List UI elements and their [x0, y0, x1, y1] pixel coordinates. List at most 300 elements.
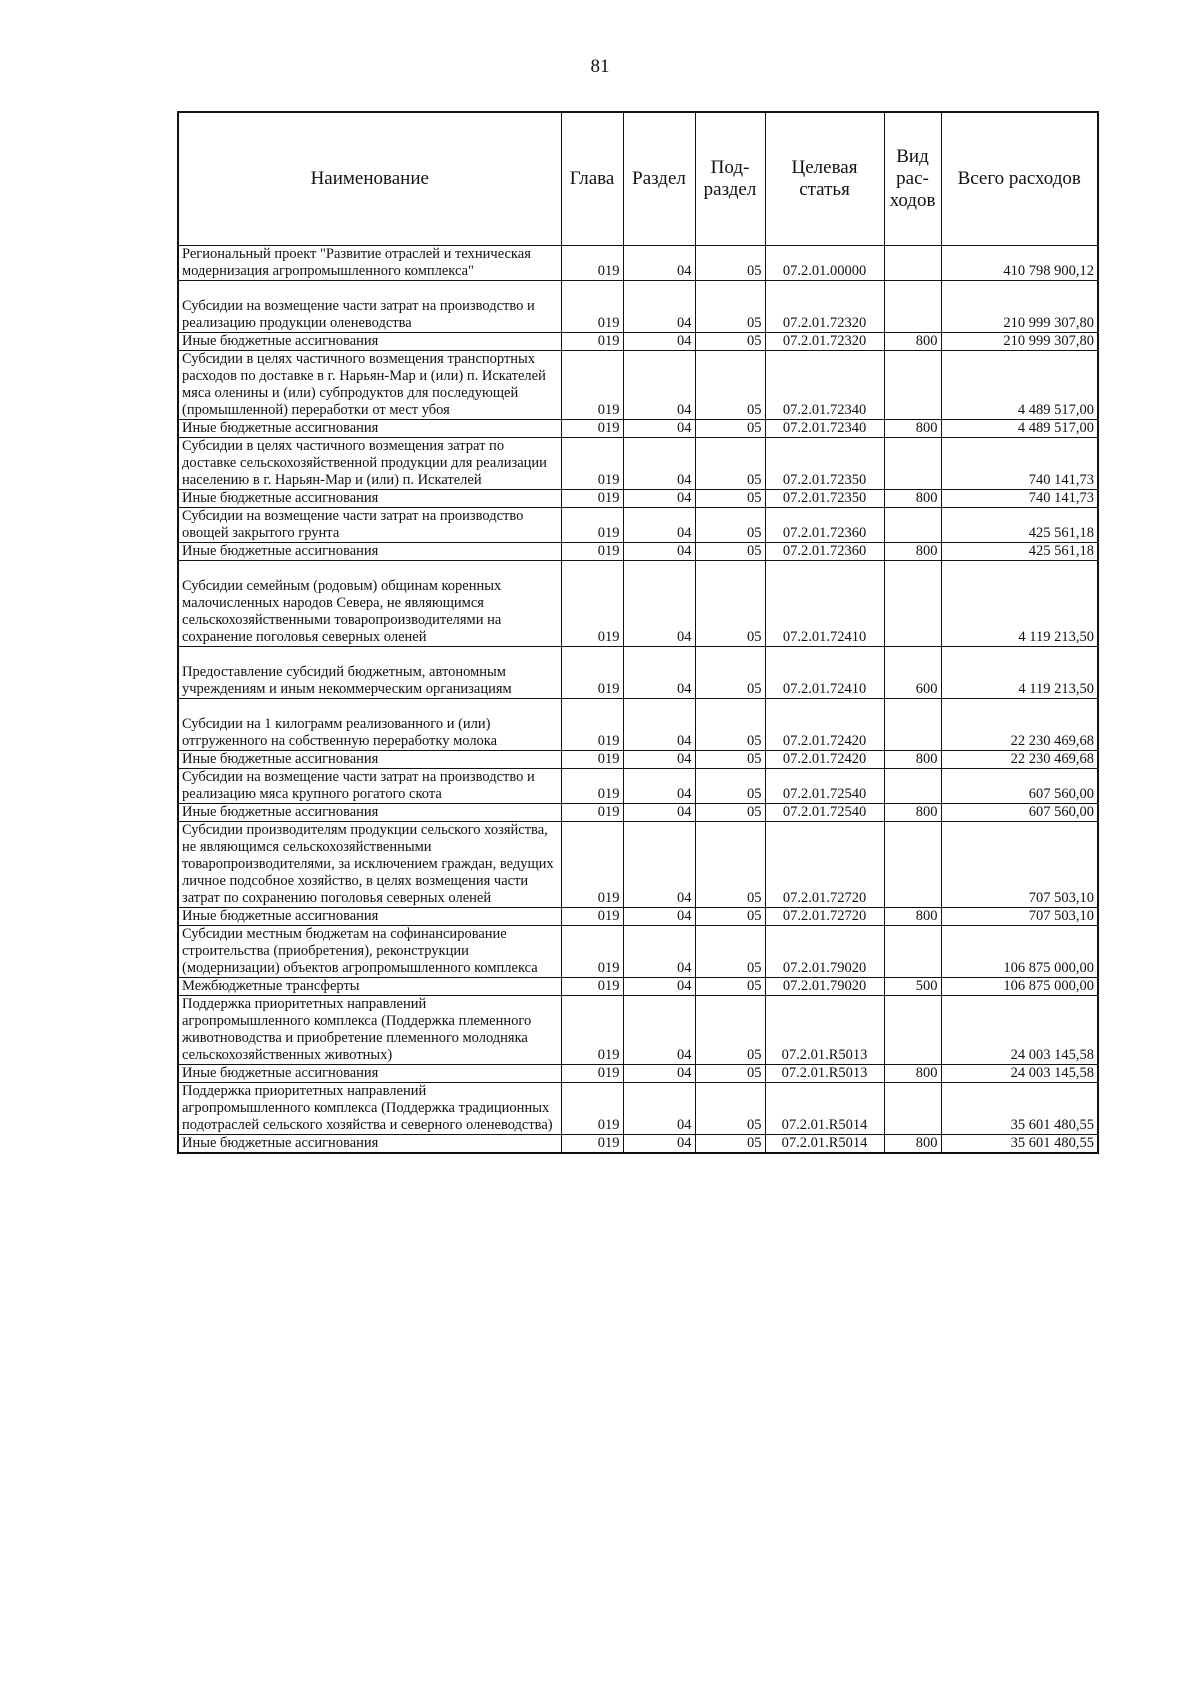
cell-name-text: Предоставление субсидий бюджетным, автономным учреждениям и иным некоммерческим организациям — [182, 664, 512, 697]
cell-subsection-text: 05 — [747, 1065, 762, 1081]
cell-chapter-text: 019 — [597, 908, 620, 924]
cell-section — [623, 996, 695, 1065]
table-row — [178, 543, 1098, 561]
cell-target — [765, 978, 884, 996]
cell-expense-type — [884, 1135, 941, 1154]
cell-chapter — [561, 281, 623, 333]
cell-section-text: 04 — [677, 960, 692, 976]
cell-subsection — [695, 543, 765, 561]
cell-section — [623, 804, 695, 822]
cell-target — [765, 490, 884, 508]
cell-total-text: 106 875 000,00 — [1003, 960, 1094, 976]
cell-section-text: 04 — [677, 1117, 692, 1133]
cell-expense-type — [884, 490, 941, 508]
cell-section-text: 04 — [677, 402, 692, 418]
cell-section — [623, 561, 695, 647]
cell-target-text: 07.2.01.00000 — [782, 263, 867, 279]
table-row — [178, 926, 1098, 978]
cell-expense-type-text: 800 — [915, 804, 938, 820]
cell-section-text: 04 — [677, 490, 692, 506]
cell-section — [623, 333, 695, 351]
cell-section-text: 04 — [677, 333, 692, 349]
cell-total-text: 707 503,10 — [1028, 908, 1094, 924]
cell-section — [623, 508, 695, 543]
table-row — [178, 561, 1098, 647]
cell-section — [623, 699, 695, 751]
cell-subsection-text: 05 — [747, 1117, 762, 1133]
cell-expense-type — [884, 543, 941, 561]
cell-chapter — [561, 822, 623, 908]
cell-total-text: 24 003 145,58 — [1010, 1047, 1094, 1063]
table-header-row — [178, 112, 1098, 246]
table-row — [178, 978, 1098, 996]
cell-target — [765, 751, 884, 769]
table-row — [178, 420, 1098, 438]
cell-total — [941, 751, 1098, 769]
cell-section — [623, 769, 695, 804]
cell-target — [765, 769, 884, 804]
cell-chapter-text: 019 — [597, 263, 620, 279]
cell-name — [178, 822, 561, 908]
table-body — [178, 246, 1098, 1154]
cell-chapter — [561, 351, 623, 420]
cell-target-text: 07.2.01.72410 — [782, 681, 867, 697]
cell-subsection — [695, 996, 765, 1065]
cell-expense-type-text: 500 — [915, 978, 938, 994]
cell-section-text: 04 — [677, 472, 692, 488]
cell-chapter — [561, 978, 623, 996]
table-row — [178, 438, 1098, 490]
cell-subsection — [695, 420, 765, 438]
cell-subsection-text: 05 — [747, 804, 762, 820]
cell-expense-type-text: 800 — [915, 751, 938, 767]
cell-target-text: 07.2.01.R5014 — [781, 1117, 868, 1133]
cell-target-text: 07.2.01.72350 — [782, 490, 867, 506]
cell-subsection-text: 05 — [747, 890, 762, 906]
cell-name-text: Иные бюджетные ассигнования — [182, 1065, 379, 1081]
cell-subsection-text: 05 — [747, 960, 762, 976]
cell-section-text: 04 — [677, 890, 692, 906]
cell-name-text: Иные бюджетные ассигнования — [182, 1135, 379, 1151]
cell-subsection — [695, 647, 765, 699]
cell-section-text: 04 — [677, 315, 692, 331]
cell-target-text: 07.2.01.79020 — [782, 978, 867, 994]
cell-expense-type — [884, 333, 941, 351]
cell-name — [178, 769, 561, 804]
cell-target-text: 07.2.01.72540 — [782, 804, 867, 820]
cell-section — [623, 420, 695, 438]
cell-total — [941, 438, 1098, 490]
table-row — [178, 769, 1098, 804]
cell-name — [178, 1083, 561, 1135]
table-row — [178, 1083, 1098, 1135]
cell-total-text: 22 230 469,68 — [1010, 751, 1094, 767]
cell-expense-type — [884, 351, 941, 420]
cell-name — [178, 996, 561, 1065]
cell-expense-type-text: 800 — [915, 333, 938, 349]
cell-name-text: Межбюджетные трансферты — [182, 978, 360, 994]
cell-name — [178, 561, 561, 647]
cell-subsection — [695, 438, 765, 490]
table-row — [178, 333, 1098, 351]
cell-section-text: 04 — [677, 978, 692, 994]
cell-target-text: 07.2.01.R5013 — [781, 1065, 868, 1081]
cell-target — [765, 333, 884, 351]
cell-total-text: 4 119 213,50 — [1018, 629, 1094, 645]
cell-total-text: 4 119 213,50 — [1018, 681, 1094, 697]
cell-name-text: Иные бюджетные ассигнования — [182, 333, 379, 349]
cell-section-text: 04 — [677, 751, 692, 767]
cell-chapter-text: 019 — [597, 402, 620, 418]
cell-name-text: Иные бюджетные ассигнования — [182, 490, 379, 506]
cell-section-text: 04 — [677, 804, 692, 820]
cell-subsection-text: 05 — [747, 751, 762, 767]
cell-subsection — [695, 281, 765, 333]
cell-expense-type-text: 800 — [915, 420, 938, 436]
cell-total-text: 4 489 517,00 — [1017, 420, 1094, 436]
table-row — [178, 1065, 1098, 1083]
cell-section — [623, 1083, 695, 1135]
cell-subsection — [695, 699, 765, 751]
cell-total — [941, 978, 1098, 996]
cell-section — [623, 543, 695, 561]
cell-chapter-text: 019 — [597, 333, 620, 349]
cell-target-text: 07.2.01.72320 — [782, 315, 867, 331]
cell-name-text: Субсидии семейным (родовым) общинам коренных малочисленных народов Севера, не являющимся сельскохозяйственными товаропроизводителями на сохранение поголовья северных оленей — [182, 578, 502, 645]
cell-expense-type — [884, 769, 941, 804]
cell-target — [765, 647, 884, 699]
cell-section — [623, 1065, 695, 1083]
cell-expense-type — [884, 978, 941, 996]
cell-subsection — [695, 751, 765, 769]
cell-subsection — [695, 769, 765, 804]
cell-expense-type — [884, 804, 941, 822]
cell-chapter — [561, 804, 623, 822]
header-total: Всего расходов — [941, 112, 1098, 246]
cell-subsection — [695, 822, 765, 908]
table-row — [178, 281, 1098, 333]
cell-total — [941, 926, 1098, 978]
cell-subsection — [695, 1135, 765, 1154]
cell-target — [765, 420, 884, 438]
cell-subsection — [695, 804, 765, 822]
cell-target — [765, 1135, 884, 1154]
cell-subsection — [695, 978, 765, 996]
cell-expense-type — [884, 1083, 941, 1135]
cell-total — [941, 561, 1098, 647]
cell-target — [765, 561, 884, 647]
cell-total — [941, 822, 1098, 908]
cell-target-text: 07.2.01.72340 — [782, 402, 867, 418]
header-chapter: Глава — [561, 112, 623, 246]
cell-name — [178, 1065, 561, 1083]
cell-name — [178, 908, 561, 926]
cell-expense-type-text: 800 — [915, 1065, 938, 1081]
table-row — [178, 908, 1098, 926]
cell-target-text: 07.2.01.72720 — [782, 890, 867, 906]
cell-chapter-text: 019 — [597, 890, 620, 906]
cell-name — [178, 420, 561, 438]
cell-target — [765, 822, 884, 908]
cell-total-text: 425 561,18 — [1028, 525, 1094, 541]
cell-section-text: 04 — [677, 733, 692, 749]
cell-target-text: 07.2.01.72420 — [782, 751, 867, 767]
cell-expense-type-text: 800 — [915, 543, 938, 559]
cell-expense-type — [884, 908, 941, 926]
cell-chapter-text: 019 — [597, 629, 620, 645]
table-row — [178, 246, 1098, 281]
header-expense-type: Вид рас-ходов — [884, 112, 941, 246]
cell-section-text: 04 — [677, 263, 692, 279]
cell-subsection — [695, 490, 765, 508]
header-target: Целевая статья — [765, 112, 884, 246]
cell-expense-type — [884, 561, 941, 647]
cell-name — [178, 543, 561, 561]
cell-name-text: Субсидии в целях частичного возмещения затрат по доставке сельскохозяйственной продукции для реализации населению в г. Нарьян-Мар и (или) п. Искателей — [182, 438, 547, 488]
cell-subsection — [695, 908, 765, 926]
cell-total — [941, 351, 1098, 420]
cell-total — [941, 908, 1098, 926]
cell-subsection-text: 05 — [747, 629, 762, 645]
cell-name — [178, 699, 561, 751]
cell-total-text: 210 999 307,80 — [1003, 333, 1094, 349]
cell-total — [941, 699, 1098, 751]
cell-target-text: 07.2.01.72350 — [782, 472, 867, 488]
cell-chapter — [561, 996, 623, 1065]
cell-name — [178, 246, 561, 281]
cell-expense-type — [884, 751, 941, 769]
cell-subsection — [695, 561, 765, 647]
cell-target — [765, 246, 884, 281]
cell-name — [178, 751, 561, 769]
cell-section-text: 04 — [677, 681, 692, 697]
cell-total — [941, 281, 1098, 333]
cell-name — [178, 926, 561, 978]
cell-target-text: 07.2.01.79020 — [782, 960, 867, 976]
cell-expense-type — [884, 246, 941, 281]
cell-target — [765, 996, 884, 1065]
cell-name-text: Иные бюджетные ассигнования — [182, 908, 379, 924]
cell-name — [178, 490, 561, 508]
cell-section-text: 04 — [677, 525, 692, 541]
cell-section — [623, 281, 695, 333]
cell-expense-type — [884, 647, 941, 699]
table-row — [178, 351, 1098, 420]
cell-target — [765, 1083, 884, 1135]
table-row — [178, 804, 1098, 822]
cell-name — [178, 647, 561, 699]
cell-total-text: 35 601 480,55 — [1010, 1135, 1094, 1151]
cell-chapter — [561, 1083, 623, 1135]
cell-section — [623, 822, 695, 908]
cell-total-text: 607 560,00 — [1028, 786, 1094, 802]
cell-subsection — [695, 508, 765, 543]
cell-expense-type-text: 800 — [915, 490, 938, 506]
cell-name-text: Иные бюджетные ассигнования — [182, 751, 379, 767]
cell-subsection-text: 05 — [747, 490, 762, 506]
header-name: Наименование — [178, 112, 561, 246]
cell-subsection-text: 05 — [747, 472, 762, 488]
cell-expense-type — [884, 438, 941, 490]
cell-total-text: 24 003 145,58 — [1010, 1065, 1094, 1081]
table-row — [178, 996, 1098, 1065]
cell-target-text: 07.2.01.R5014 — [781, 1135, 868, 1151]
cell-chapter-text: 019 — [597, 786, 620, 802]
cell-target — [765, 281, 884, 333]
cell-subsection-text: 05 — [747, 786, 762, 802]
cell-chapter — [561, 420, 623, 438]
cell-chapter-text: 019 — [597, 1047, 620, 1063]
cell-name — [178, 1135, 561, 1154]
cell-expense-type — [884, 699, 941, 751]
cell-expense-type — [884, 420, 941, 438]
cell-chapter — [561, 438, 623, 490]
cell-name — [178, 438, 561, 490]
cell-subsection — [695, 1083, 765, 1135]
cell-section-text: 04 — [677, 629, 692, 645]
cell-subsection-text: 05 — [747, 263, 762, 279]
cell-total — [941, 246, 1098, 281]
cell-subsection-text: 05 — [747, 733, 762, 749]
cell-section-text: 04 — [677, 543, 692, 559]
cell-total — [941, 1065, 1098, 1083]
cell-name-text: Иные бюджетные ассигнования — [182, 420, 379, 436]
cell-target — [765, 543, 884, 561]
cell-chapter-text: 019 — [597, 543, 620, 559]
cell-chapter-text: 019 — [597, 681, 620, 697]
cell-subsection-text: 05 — [747, 908, 762, 924]
cell-subsection — [695, 1065, 765, 1083]
cell-target — [765, 926, 884, 978]
cell-expense-type — [884, 1065, 941, 1083]
cell-name-text: Субсидии на возмещение части затрат на производство и реализацию продукции оленеводства — [182, 298, 535, 331]
cell-target-text: 07.2.01.R5013 — [781, 1047, 868, 1063]
cell-name — [178, 508, 561, 543]
cell-section-text: 04 — [677, 420, 692, 436]
cell-subsection-text: 05 — [747, 315, 762, 331]
cell-chapter — [561, 561, 623, 647]
cell-name-text: Субсидии в целях частичного возмещения транспортных расходов по доставке в г. Нарьян-Мар и (или) п. Искателей мяса оленины и (или) субпродуктов для последующей (промышленной) переработки от мест убоя — [182, 351, 546, 418]
cell-subsection-text: 05 — [747, 1135, 762, 1151]
cell-chapter — [561, 1065, 623, 1083]
cell-chapter — [561, 908, 623, 926]
cell-section — [623, 908, 695, 926]
cell-total-text: 4 489 517,00 — [1017, 402, 1094, 418]
cell-subsection — [695, 351, 765, 420]
cell-chapter — [561, 543, 623, 561]
cell-subsection-text: 05 — [747, 978, 762, 994]
cell-chapter — [561, 647, 623, 699]
table-row — [178, 508, 1098, 543]
cell-subsection-text: 05 — [747, 420, 762, 436]
cell-expense-type-text: 800 — [915, 908, 938, 924]
cell-total — [941, 508, 1098, 543]
cell-total-text: 410 798 900,12 — [1003, 263, 1094, 279]
cell-section — [623, 1135, 695, 1154]
cell-target-text: 07.2.01.72410 — [782, 629, 867, 645]
cell-total-text: 707 503,10 — [1028, 890, 1094, 906]
cell-name-text: Субсидии на 1 килограмм реализованного и (или) отгруженного на собственную переработку молока — [182, 716, 498, 749]
table-row — [178, 490, 1098, 508]
cell-section-text: 04 — [677, 786, 692, 802]
table-row — [178, 751, 1098, 769]
cell-total-text: 740 141,73 — [1028, 472, 1094, 488]
cell-total — [941, 333, 1098, 351]
cell-name — [178, 978, 561, 996]
cell-name-text: Субсидии производителям продукции сельского хозяйства, не являющимся сельскохозяйственными товаропроизводителями, за исключением граждан, ведущих личное подсобное хозяйство, в целях возмещения части затрат по сохранению поголовья северных оленей — [182, 822, 554, 906]
cell-section — [623, 490, 695, 508]
cell-chapter — [561, 751, 623, 769]
cell-target — [765, 351, 884, 420]
cell-subsection-text: 05 — [747, 333, 762, 349]
cell-name — [178, 333, 561, 351]
cell-chapter — [561, 926, 623, 978]
cell-chapter — [561, 1135, 623, 1154]
cell-chapter-text: 019 — [597, 804, 620, 820]
cell-target — [765, 508, 884, 543]
cell-total — [941, 804, 1098, 822]
cell-subsection — [695, 333, 765, 351]
cell-expense-type — [884, 281, 941, 333]
cell-section — [623, 647, 695, 699]
cell-target — [765, 438, 884, 490]
table-row — [178, 699, 1098, 751]
cell-total-text: 106 875 000,00 — [1003, 978, 1094, 994]
cell-total-text: 425 561,18 — [1028, 543, 1094, 559]
cell-section — [623, 438, 695, 490]
cell-name-text: Иные бюджетные ассигнования — [182, 804, 379, 820]
cell-target-text: 07.2.01.72340 — [782, 420, 867, 436]
cell-section-text: 04 — [677, 1135, 692, 1151]
cell-target-text: 07.2.01.72320 — [782, 333, 867, 349]
cell-chapter-text: 019 — [597, 751, 620, 767]
budget-table — [177, 111, 1099, 1154]
cell-expense-type — [884, 996, 941, 1065]
table-row — [178, 1135, 1098, 1154]
cell-chapter — [561, 699, 623, 751]
cell-subsection-text: 05 — [747, 402, 762, 418]
cell-name-text: Региональный проект "Развитие отраслей и техническая модернизация агропромышленного комплекса" — [182, 246, 531, 279]
cell-section — [623, 926, 695, 978]
header-subsection: Под-раздел — [695, 112, 765, 246]
cell-name — [178, 281, 561, 333]
cell-chapter-text: 019 — [597, 472, 620, 488]
cell-target — [765, 1065, 884, 1083]
cell-subsection — [695, 246, 765, 281]
cell-chapter — [561, 333, 623, 351]
cell-chapter-text: 019 — [597, 1065, 620, 1081]
cell-total — [941, 1135, 1098, 1154]
page-number: 81 — [590, 56, 610, 77]
cell-total — [941, 996, 1098, 1065]
cell-total — [941, 543, 1098, 561]
cell-section — [623, 351, 695, 420]
cell-chapter-text: 019 — [597, 1135, 620, 1151]
cell-chapter-text: 019 — [597, 733, 620, 749]
table-row — [178, 822, 1098, 908]
cell-total-text: 740 141,73 — [1028, 490, 1094, 506]
cell-name-text: Субсидии на возмещение части затрат на производство овощей закрытого грунта — [182, 508, 524, 541]
cell-expense-type-text: 600 — [915, 681, 938, 697]
cell-section-text: 04 — [677, 1065, 692, 1081]
cell-subsection-text: 05 — [747, 1047, 762, 1063]
cell-target — [765, 699, 884, 751]
cell-expense-type — [884, 926, 941, 978]
cell-total-text: 22 230 469,68 — [1010, 733, 1094, 749]
cell-chapter-text: 019 — [597, 960, 620, 976]
cell-target-text: 07.2.01.72420 — [782, 733, 867, 749]
cell-chapter — [561, 246, 623, 281]
